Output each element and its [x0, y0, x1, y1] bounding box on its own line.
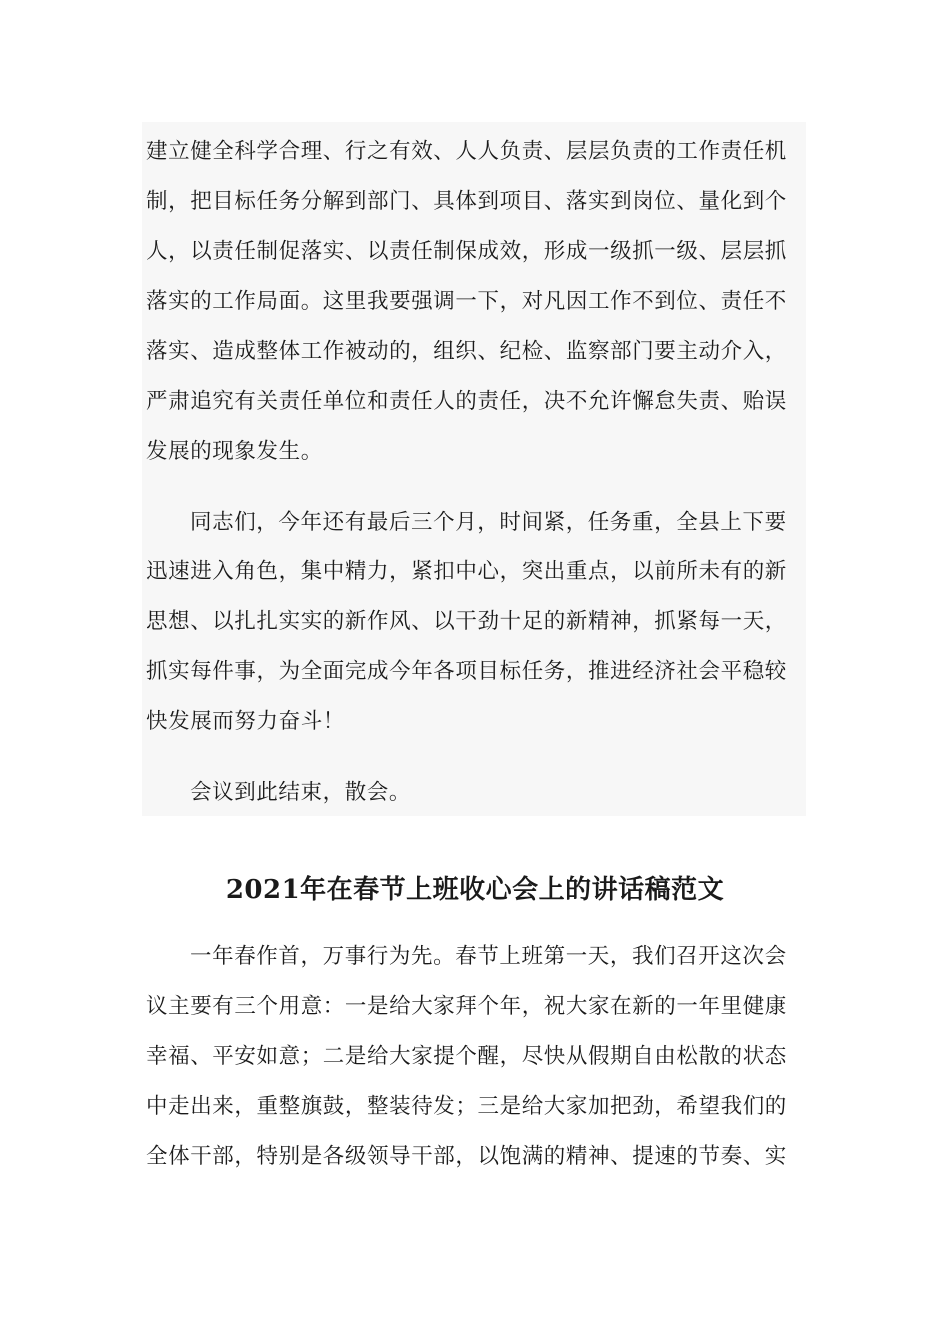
text-line: 中走出来，重整旗鼓，整装待发；三是给大家加把劲，希望我们的	[146, 1094, 787, 1119]
text-line: 严肃追究有关责任单位和责任人的责任，决不允许懈怠失责、贻误	[146, 389, 787, 414]
text-line: 抓实每件事，为全面完成今年各项目标任务，推进经济社会平稳较	[146, 659, 787, 684]
text-line: 建立健全科学合理、行之有效、人人负责、层层负责的工作责任机	[146, 139, 787, 164]
text-line: 人，以责任制促落实、以责任制保成效，形成一级抓一级、层层抓	[146, 239, 787, 264]
text-line: 制，把目标任务分解到部门、具体到项目、落实到岗位、量化到个	[146, 189, 787, 214]
text-line: 议主要有三个用意：一是给大家拜个年，祝大家在新的一年里健康	[146, 994, 787, 1019]
text-line: 一年春作首，万事行为先。春节上班第一天，我们召开这次会	[190, 944, 787, 969]
text-line: 思想、以扎扎实实的新作风、以干劲十足的新精神，抓紧每一天，	[146, 609, 787, 634]
text-line: 幸福、平安如意；二是给大家提个醒，尽快从假期自由松散的状态	[146, 1044, 787, 1069]
text-line: 全体干部，特别是各级领导干部，以饱满的精神、提速的节奏、实	[146, 1144, 787, 1169]
closing-line: 会议到此结束，散会。	[190, 780, 412, 805]
text-line: 同志们，今年还有最后三个月，时间紧，任务重，全县上下要	[190, 510, 787, 535]
document-title: 2021年在春节上班收心会上的讲话稿范文	[225, 875, 725, 905]
text-line: 落实的工作局面。这里我要强调一下，对凡因工作不到位、责任不	[146, 289, 787, 314]
text-line: 落实、造成整体工作被动的，组织、纪检、监察部门要主动介入，	[146, 339, 787, 364]
text-line: 快发展而努力奋斗！	[146, 709, 345, 734]
text-line: 迅速进入角色，集中精力，紧扣中心，突出重点，以前所未有的新	[146, 559, 787, 584]
text-line: 发展的现象发生。	[146, 439, 323, 464]
